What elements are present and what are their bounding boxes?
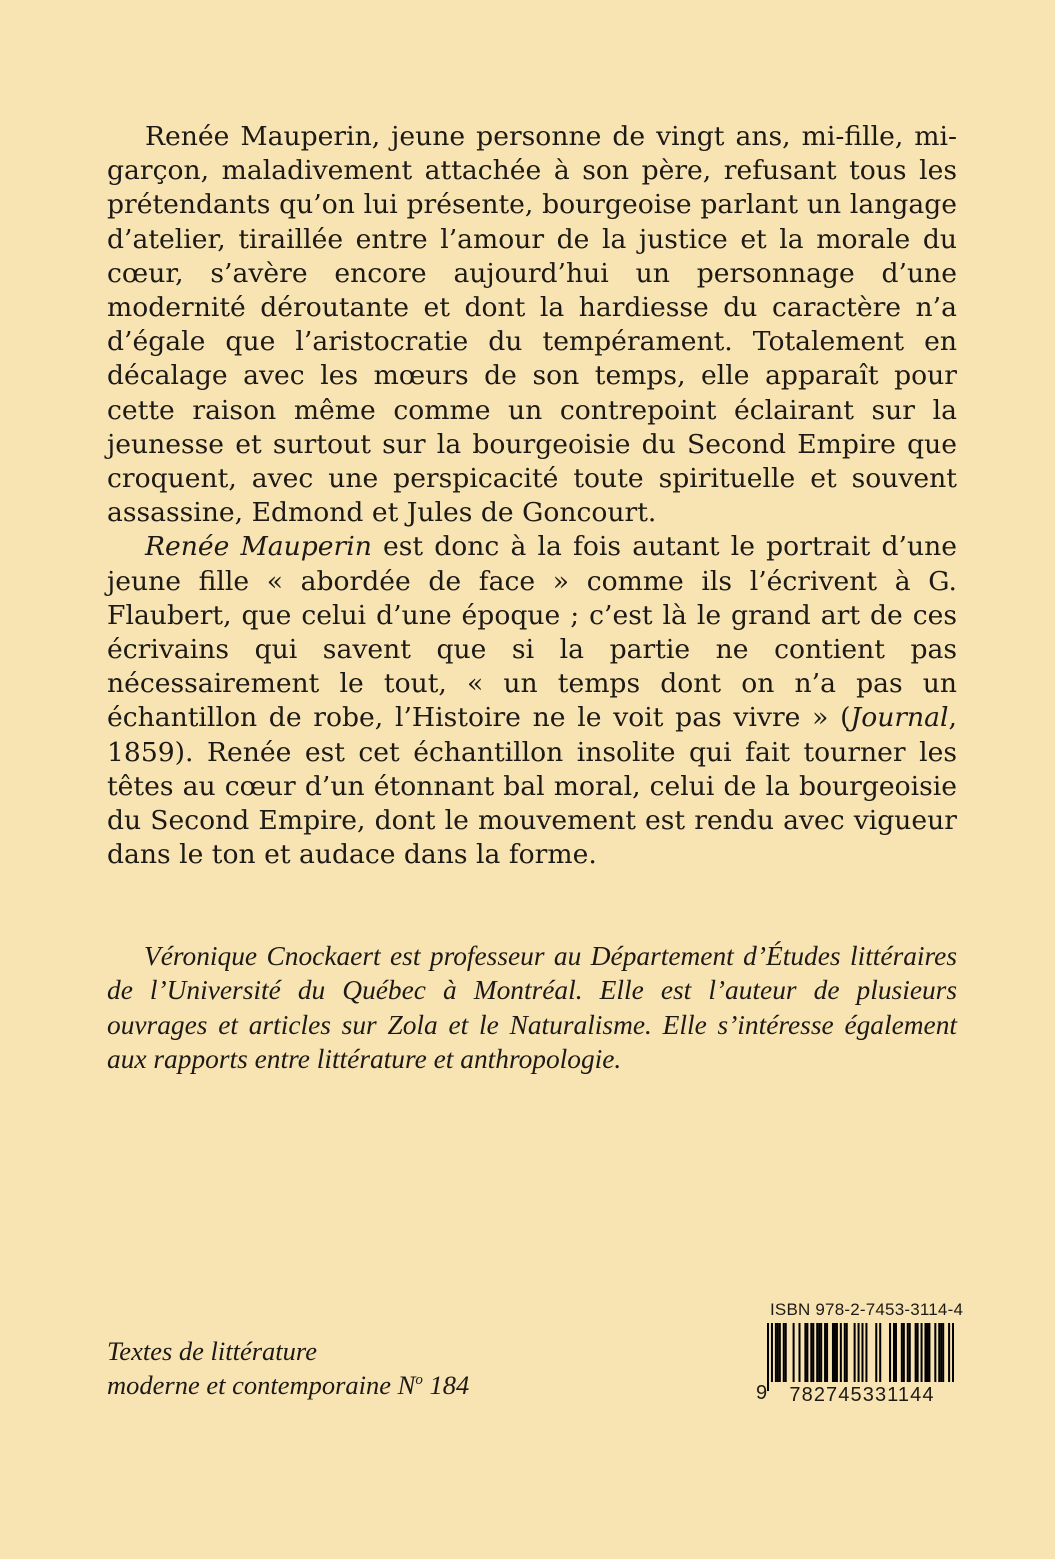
- barcode-bar: [777, 1323, 779, 1383]
- barcode-bar: [806, 1323, 808, 1383]
- back-cover-blurb: [107, 120, 957, 872]
- barcode-bar: [812, 1323, 814, 1383]
- barcode-bar: [915, 1323, 917, 1383]
- barcode-bar: [818, 1323, 820, 1383]
- barcode-bar: [903, 1323, 905, 1383]
- barcode-bar: [798, 1323, 800, 1383]
- series-line-2: moderne et contemporaine $N^o$ 184: [107, 1370, 470, 1400]
- barcode-bar: [879, 1323, 881, 1383]
- barcode-bar: [810, 1323, 812, 1383]
- barcode-bar: [824, 1323, 826, 1383]
- barcode-bar: [844, 1323, 846, 1383]
- barcode-bar: [775, 1323, 777, 1383]
- blurb-paragraph-2: [107, 530, 957, 872]
- isbn-label: ISBN 978-2-7453-3114-4: [770, 1300, 964, 1319]
- barcode-bar: [793, 1323, 795, 1383]
- barcode-bar: [895, 1323, 897, 1383]
- barcode-bar: [921, 1323, 923, 1383]
- barcode-bar: [861, 1323, 863, 1391]
- series-line-1: Textes de littérature: [107, 1336, 318, 1366]
- barcode-bar: [816, 1323, 818, 1383]
- barcode-bar: [820, 1323, 822, 1383]
- barcode-bar: [832, 1323, 834, 1383]
- barcode-bar: [836, 1323, 838, 1383]
- barcode-bar: [934, 1323, 936, 1383]
- barcode-bar: [875, 1323, 877, 1383]
- barcode-bar: [928, 1323, 930, 1383]
- barcode-bar: [889, 1323, 891, 1383]
- barcode-bar: [834, 1323, 836, 1383]
- book-title: Renée Mauperin: [145, 531, 372, 563]
- series-number-sup: o: [415, 1372, 423, 1388]
- series-number: 184: [422, 1370, 470, 1400]
- barcode-bar: [783, 1323, 785, 1383]
- barcode-bar: [938, 1323, 940, 1383]
- barcode-bar: [926, 1323, 928, 1383]
- barcode-bar: [917, 1323, 919, 1383]
- barcode-bar: [942, 1323, 944, 1383]
- barcode-bar: [846, 1323, 848, 1383]
- barcode-bar: [771, 1323, 773, 1391]
- journal-title: Journal: [850, 702, 949, 734]
- barcode-bar: [948, 1323, 950, 1391]
- barcode-bar: [779, 1323, 781, 1383]
- author-note: Véronique Cnockaert est professeur au Département d’Études littéraires de l’Université du Québec à Montréal. Elle est l’auteur de plusieurs ouvrages et articles sur Zola et le Naturalisme. Elle s’intéresse également aux rapports entre littérature et anthropologie.: [107, 941, 957, 1074]
- barcode-bar: [924, 1323, 926, 1383]
- barcode-first-digit: 9: [756, 1382, 768, 1404]
- barcode-bar: [854, 1323, 856, 1383]
- barcode-bar: [952, 1323, 954, 1391]
- barcode-bar: [840, 1323, 842, 1383]
- barcode-digits: 782745331144: [770, 1382, 954, 1408]
- barcode-bar: [940, 1323, 942, 1383]
- barcode-bar: [893, 1323, 895, 1383]
- barcode-bar: [901, 1323, 903, 1383]
- blurb-paragraph-1: Renée Mauperin, jeune personne de vingt ans, mi-fille, mi-garçon, maladivement attachée à son père, refusant tous les prétendants qu’on lui présente, bourgeoise parlant un langage d’atelier, tiraillée entre l’amour de la justice et la morale du cœur, s’avère encore aujourd’hui un personnage d’une modernité déroutante et dont la hardiesse du caractère n’a d’égale que l’aristocratie du tempérament. Totalement en décalage avec les mœurs de son temps, elle apparaît pour cette raison même comme un contrepoint éclairant sur la jeunesse et surtout sur la bourgeoisie du Second Empire que croquent, avec une perspicacité toute spirituelle et souvent assassine, Edmond et Jules de Goncourt.: [107, 121, 957, 529]
- series-label: [107, 1334, 469, 1402]
- barcode-bar: [804, 1323, 806, 1383]
- blurb-text-b: , 1859). Renée est cet échantillon insolite qui fait tourner les têtes au cœur d’un étonnant bal moral, celui de la bourgeoisie du Second Empire, dont le mouvement est rendu avec vigueur dans le ton et audace dans la forme.: [107, 702, 957, 871]
- barcode-bar: [907, 1323, 909, 1383]
- blurb-text-a: est donc à la fois autant le portrait d’une jeune fille « abordée de face » comme ils l’écrivent à G. Flaubert, que celui d’une époque ; c’est là le grand art de ces écrivains qui savent que si la partie ne contient pas nécessairement le tout, « un temps dont on n’a pas un échantillon de robe, l’Histoire ne le voit pas vivre » (: [107, 531, 957, 734]
- barcode-bar: [826, 1323, 828, 1383]
- barcode-bar: [785, 1323, 787, 1383]
- isbn-barcode: [756, 1300, 964, 1406]
- barcode-bar: [767, 1323, 769, 1391]
- barcode-bar: [909, 1323, 911, 1383]
- barcode-bar: [858, 1323, 860, 1391]
- barcode-bar: [865, 1323, 867, 1383]
